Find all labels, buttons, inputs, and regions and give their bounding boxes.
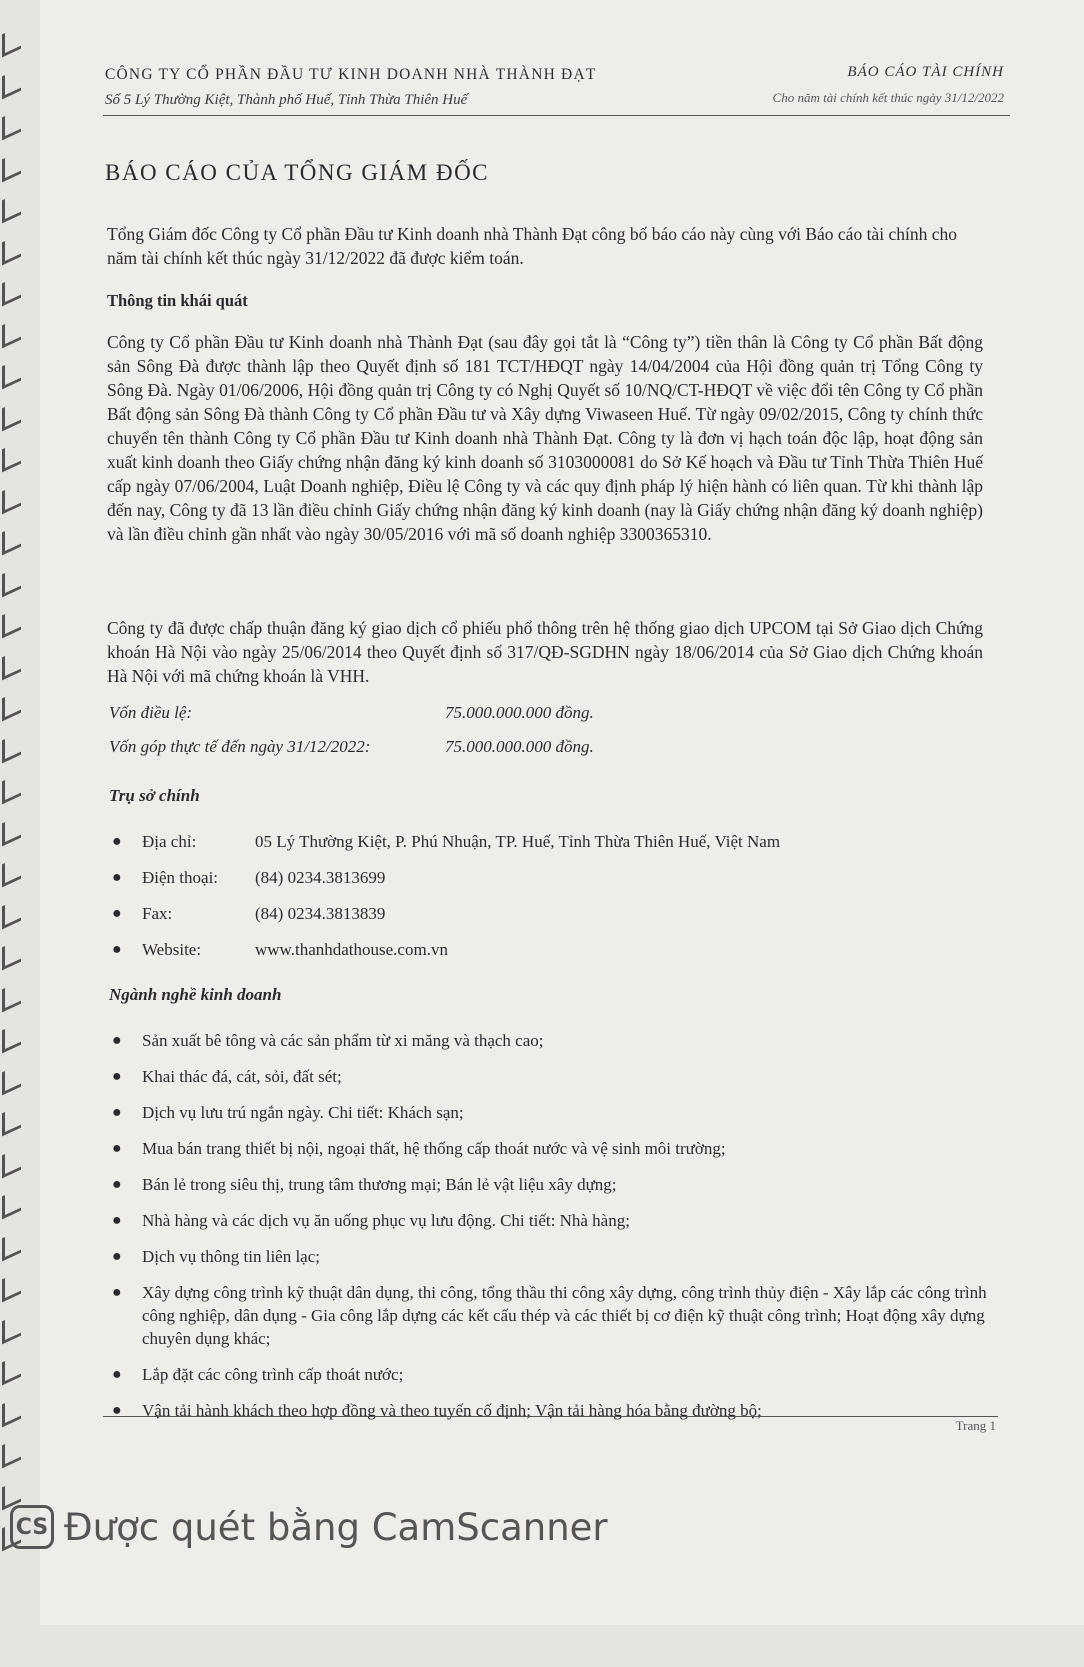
- binding-ring: [2, 1395, 21, 1427]
- binding-ring: [2, 1229, 21, 1261]
- binding-ring: [2, 1354, 21, 1386]
- binding-ring: [2, 1105, 21, 1137]
- binding-ring: [2, 565, 21, 597]
- hq-key: Website:: [142, 940, 202, 959]
- bullet-icon: ●: [112, 833, 122, 850]
- binding-ring: [2, 233, 21, 265]
- binding-ring: [2, 1146, 21, 1178]
- binding-ring: [2, 607, 21, 639]
- bullet-icon: ●: [112, 905, 122, 922]
- list-item: [108, 1209, 988, 1232]
- list-item: [108, 1137, 988, 1160]
- headquarters-list: [108, 830, 988, 974]
- business-line: Dịch vụ thông tin liên lạc;: [142, 1247, 320, 1266]
- list-item: [108, 1173, 988, 1196]
- list-item: [108, 902, 988, 938]
- binding-ring: [2, 1022, 21, 1054]
- spiral-binding: [0, 30, 22, 1570]
- list-item: [108, 1245, 988, 1268]
- binding-ring: [2, 814, 21, 846]
- bullet-icon: ●: [112, 1402, 122, 1419]
- business-line: Dịch vụ lưu trú ngắn ngày. Chi tiết: Khách sạn;: [142, 1103, 464, 1122]
- business-line: Lắp đặt các công trình cấp thoát nước;: [142, 1365, 404, 1384]
- business-line: Nhà hàng và các dịch vụ ăn uống phục vụ lưu động. Chi tiết: Nhà hàng;: [142, 1211, 630, 1230]
- binding-ring: [2, 1271, 21, 1303]
- binding-ring: [2, 524, 21, 556]
- binding-ring: [2, 690, 21, 722]
- list-item: [108, 1029, 988, 1052]
- business-line: Xây dựng công trình kỹ thuật dân dụng, thi công, tổng thầu thi công xây dựng, công trình thủy điện - Xây lắp các công trình công nghiệp, dân dụng - Gia công lắp dựng các kết cấu thép và các thiết bị cơ điện kỹ thuật công trình; Hoạt động xây dựng chuyên dụng khác;: [142, 1283, 987, 1348]
- business-line: Mua bán trang thiết bị nội, ngoại thất, hệ thống cấp thoát nước và vệ sinh môi trường;: [142, 1139, 726, 1158]
- binding-ring: [2, 897, 21, 929]
- section-heading-general: Thông tin khái quát: [107, 291, 248, 310]
- binding-ring: [2, 399, 21, 431]
- paid-capital-label: Vốn góp thực tế đến ngày 31/12/2022:: [109, 737, 371, 756]
- hq-value: www.thanhdathouse.com.vn: [255, 940, 448, 959]
- charter-capital-value: 75.000.000.000 đồng.: [445, 703, 594, 722]
- camscanner-logo: CS: [10, 1505, 54, 1549]
- bullet-icon: ●: [112, 869, 122, 886]
- bullet-icon: ●: [112, 1176, 122, 1193]
- general-paragraph-1: Công ty Cổ phần Đầu tư Kinh doanh nhà Thành Đạt (sau đây gọi tắt là “Công ty”) tiền thân là Công ty Cổ phần Bất động sản Sông Đà được thành lập theo Quyết định số 181 TCT/HĐQT ngày 14/04/2004 của Hội đồng quản trị Tổng Công ty Sông Đà. Ngày 01/06/2006, Hội đồng quản trị Công ty có Nghị Quyết số 10/NQ/CT-HĐQT về việc đổi tên Công ty Cổ phần Bất động sản Sông Đà thành Công ty Cổ phần Đầu tư và Xây dựng Viwaseen Huế. Từ ngày 09/02/2015, Công ty chính thức chuyển tên thành Công ty Cổ phần Đầu tư Kinh doanh nhà Thành Đạt. Công ty là đơn vị hạch toán độc lập, hoạt động sản xuất kinh doanh theo Giấy chứng nhận đăng ký kinh doanh số 3103000081 do Sở Kế hoạch và Đầu tư Tỉnh Thừa Thiên Huế cấp ngày 07/06/2004, Luật Doanh nghiệp, Điều lệ Công ty và các quy định pháp lý hiện hành có liên quan. Từ khi thành lập đến nay, Công ty đã 13 lần điều chỉnh Giấy chứng nhận đăng ký kinh doanh (nay là Giấy chứng nhận đăng ký doanh nghiệp) và lần điều chỉnh gần nhất vào ngày 30/05/2016 với mã số doanh nghiệp 3300365310.: [107, 332, 983, 544]
- list-item: [108, 1281, 988, 1350]
- hq-key: Fax:: [142, 904, 173, 923]
- paid-capital-row: [109, 737, 594, 757]
- footer-divider: [103, 1416, 998, 1417]
- business-line: Bán lẻ trong siêu thị, trung tâm thương mại; Bán lẻ vật liệu xây dựng;: [142, 1175, 617, 1194]
- binding-ring: [2, 856, 21, 888]
- binding-ring: [2, 731, 21, 763]
- bullet-icon: ●: [112, 1140, 122, 1157]
- bullet-icon: ●: [112, 1032, 122, 1049]
- binding-ring: [2, 648, 21, 680]
- hq-value: (84) 0234.3813839: [255, 904, 386, 923]
- list-item: [108, 1399, 988, 1422]
- binding-ring: [2, 1063, 21, 1095]
- binding-ring: [2, 482, 21, 514]
- report-period: Cho năm tài chính kết thúc ngày 31/12/2022: [772, 90, 1004, 105]
- list-item: [108, 830, 988, 866]
- binding-ring: [2, 773, 21, 805]
- list-item: [108, 1363, 988, 1386]
- binding-ring: [2, 316, 21, 348]
- binding-ring: [2, 980, 21, 1012]
- section-heading-business-lines: Ngành nghề kinh doanh: [109, 985, 282, 1004]
- bullet-icon: ●: [112, 1284, 122, 1301]
- general-paragraph-2: Công ty đã được chấp thuận đăng ký giao dịch cổ phiếu phổ thông trên hệ thống giao dịch UPCOM tại Sở Giao dịch Chứng khoán Hà Nội vào ngày 25/06/2014 theo Quyết định số 317/QĐ-SGDHN ngày 18/06/2014 của Sở Giao dịch Chứng khoán Hà Nội với mã chứng khoán là VHH.: [107, 618, 983, 686]
- binding-ring: [2, 150, 21, 182]
- binding-ring: [2, 67, 21, 99]
- binding-ring: [2, 939, 21, 971]
- bullet-icon: ●: [112, 1068, 122, 1085]
- list-item: [108, 866, 988, 902]
- binding-ring: [2, 109, 21, 141]
- paid-capital-value: 75.000.000.000 đồng.: [445, 737, 594, 756]
- business-line: Vận tải hành khách theo hợp đồng và theo tuyến cố định; Vận tải hàng hóa bằng đường bộ;: [142, 1401, 762, 1420]
- list-item: [108, 938, 988, 974]
- binding-ring: [2, 441, 21, 473]
- charter-capital-row: [109, 703, 594, 723]
- binding-ring: [2, 26, 21, 58]
- page-number: Trang 1: [955, 1418, 996, 1433]
- company-address: Số 5 Lý Thường Kiệt, Thành phố Huế, Tỉnh Thừa Thiên Huế: [105, 92, 468, 108]
- company-name: CÔNG TY CỔ PHẦN ĐẦU TƯ KINH DOANH NHÀ THÀNH ĐẠT: [105, 66, 597, 83]
- header-right: [773, 64, 1004, 106]
- business-line: Sản xuất bê tông và các sản phẩm từ xi măng và thạch cao;: [142, 1031, 544, 1050]
- report-type: BÁO CÁO TÀI CHÍNH: [847, 64, 1004, 80]
- bullet-icon: ●: [112, 1248, 122, 1265]
- bullet-icon: ●: [112, 1104, 122, 1121]
- bullet-icon: ●: [112, 941, 122, 958]
- hq-key: Điện thoại:: [142, 868, 219, 887]
- business-line: Khai thác đá, cát, sỏi, đất sét;: [142, 1067, 342, 1086]
- hq-value: (84) 0234.3813699: [255, 868, 386, 887]
- header-left: [105, 66, 597, 109]
- camscanner-watermark: [10, 1505, 608, 1549]
- document-page: [40, 0, 1084, 1625]
- binding-ring: [2, 192, 21, 224]
- binding-ring: [2, 358, 21, 390]
- section-heading-headquarters: Trụ sở chính: [109, 786, 200, 805]
- binding-ring: [2, 1188, 21, 1220]
- list-item: [108, 1065, 988, 1088]
- binding-ring: [2, 1312, 21, 1344]
- charter-capital-label: Vốn điều lệ:: [109, 703, 193, 722]
- bullet-icon: ●: [112, 1366, 122, 1383]
- list-item: [108, 1101, 988, 1124]
- hq-key: Địa chỉ:: [142, 832, 197, 851]
- intro-paragraph: Tổng Giám đốc Công ty Cổ phần Đầu tư Kinh doanh nhà Thành Đạt công bố báo cáo này cùng với Báo cáo tài chính cho năm tài chính kết thúc ngày 31/12/2022 đã được kiểm toán.: [107, 224, 957, 268]
- watermark-text: Được quét bằng CamScanner: [64, 1505, 608, 1549]
- hq-value: 05 Lý Thường Kiệt, P. Phú Nhuận, TP. Huế, Tỉnh Thừa Thiên Huế, Việt Nam: [255, 832, 781, 851]
- bullet-icon: ●: [112, 1212, 122, 1229]
- business-lines-list: [108, 1029, 988, 1435]
- page-title: BÁO CÁO CỦA TỔNG GIÁM ĐỐC: [105, 160, 490, 185]
- header-divider: [103, 115, 1010, 116]
- binding-ring: [2, 275, 21, 307]
- binding-ring: [2, 1437, 21, 1469]
